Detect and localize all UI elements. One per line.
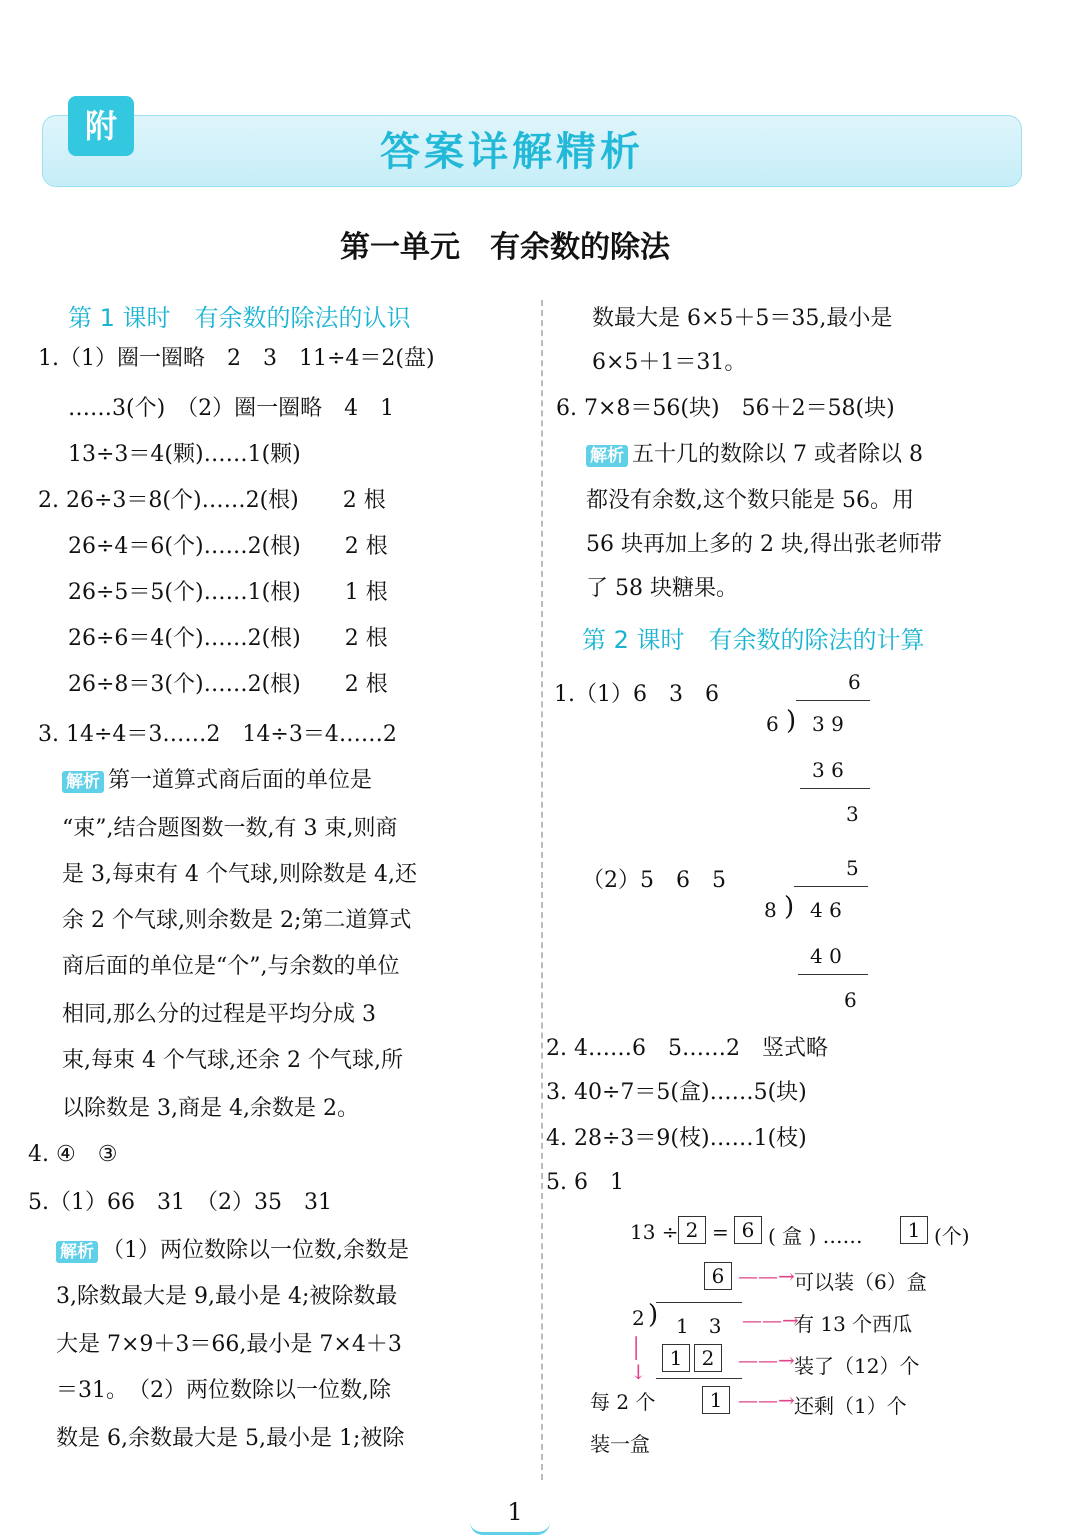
analysis-3-line: “束”,结合题图数一数,有 3 束,则商: [62, 816, 398, 841]
analysis-3-line: 商后面的单位是“个”,与余数的单位: [62, 954, 400, 979]
analysis-6-line: 56 块再加上多的 2 块,得出张老师带: [586, 532, 942, 557]
analysis-5-line: 3,除数最大是 9,最小是 4;被除数最: [56, 1284, 398, 1309]
r-question-1b: （2）5 6 5: [582, 868, 726, 893]
left-line: 1.（1）圈一圈略 2 3 11÷4＝2(盘): [38, 346, 435, 371]
analysis-3-line: 以除数是 3,商是 4,余数是 2。: [62, 1096, 359, 1121]
appendix-tag: 附: [68, 96, 134, 156]
analysis-3-line: 束,每束 4 个气球,还余 2 个气球,所: [62, 1048, 403, 1073]
lesson-2-title: 第 2 课时 有余数的除法的计算: [582, 626, 925, 654]
right-line: 数最大是 6×5＋5＝35,最小是: [592, 306, 893, 331]
r-question-1a: 1.（1）6 3 6: [554, 682, 719, 707]
column-divider: [541, 300, 543, 1480]
left-line: 3. 14÷4＝3……2 14÷3＝4……2: [38, 722, 397, 747]
analysis-6-line: 都没有余数,这个数只能是 56。用: [586, 488, 914, 513]
question-6: 6. 7×8＝56(块) 56＋2＝58(块): [556, 396, 895, 421]
analysis-5-line: 数是 6,余数最大是 5,最小是 1;被除: [56, 1426, 405, 1451]
analysis-3-line: 相同,那么分的过程是平均分成 3: [62, 1002, 376, 1027]
analysis-5-line: 解析 （1）两位数除以一位数,余数是: [56, 1236, 409, 1266]
left-line: 26÷5＝5(个)……1(根) 1 根: [68, 580, 388, 605]
r-question-2: 2. 4……6 5……2 竖式略: [546, 1036, 828, 1061]
r-question-4: 4. 28÷3＝9(枝)……1(枝): [546, 1126, 807, 1151]
analysis-5-line: 大是 7×9＋3＝66,最小是 7×4＋3: [56, 1332, 402, 1357]
header-title: 答案详解精析: [380, 129, 644, 175]
lesson-1-title: 第 1 课时 有余数的除法的认识: [68, 304, 411, 332]
left-line: 26÷6＝4(个)……2(根) 2 根: [68, 626, 388, 651]
left-line: 2. 26÷3＝8(个)……2(根) 2 根: [38, 488, 386, 513]
question-4: 4. ④ ③: [28, 1142, 118, 1167]
long-division-2: 5 8 ) 4 6 4 0 6: [760, 856, 880, 1016]
left-line: ……3(个) （2）圈一圈略 4 1: [68, 396, 395, 421]
analysis-label: 解析: [62, 771, 104, 793]
r-question-3: 3. 40÷7＝5(盒)……5(块): [546, 1080, 807, 1105]
analysis-3-line: 余 2 个气球,则余数是 2;第二道算式: [62, 908, 412, 933]
left-line: 26÷8＝3(个)……2(根) 2 根: [68, 672, 388, 697]
analysis-3-line: 是 3,每束有 4 个气球,则除数是 4,还: [62, 862, 417, 887]
right-line: 6×5＋1＝31。: [592, 350, 747, 375]
analysis-label: 解析: [56, 1241, 98, 1263]
analysis-label: 解析: [586, 445, 628, 467]
page-number: 1: [507, 1498, 523, 1526]
page-number-underline: [470, 1522, 550, 1535]
left-line: 26÷4＝6(个)……2(根) 2 根: [68, 534, 388, 559]
analysis-6-line: 解析 五十几的数除以 7 或者除以 8: [586, 440, 923, 470]
long-division-1: 6 6 ) 3 9 3 6 3: [760, 670, 880, 830]
analysis-3-line: 解析 第一道算式商后面的单位是: [62, 766, 372, 796]
question-5: 5.（1）66 31 （2）35 31: [28, 1190, 332, 1215]
r-question-5: 5. 6 1: [546, 1170, 624, 1195]
analysis-5-line: ＝31。 （2）两位数除以一位数,除: [56, 1378, 391, 1403]
unit-title: 第一单元 有余数的除法: [340, 230, 670, 265]
analysis-6-line: 了 58 块糖果。: [586, 576, 738, 601]
division-diagram: 13 ÷ 2 = 6 ( 盒 ) …… 1 (个) 6 ——→ 可以装（6）盒 2 ) 1 3 ——→ 有 13 个西瓜 │ ↓ 1 2 ——→ 装了（12）个 1 ——→ 还剩（1）个 每 2 个 装一盒: [590, 1218, 970, 1456]
left-line: 13÷3＝4(颗)……1(颗): [68, 442, 301, 467]
